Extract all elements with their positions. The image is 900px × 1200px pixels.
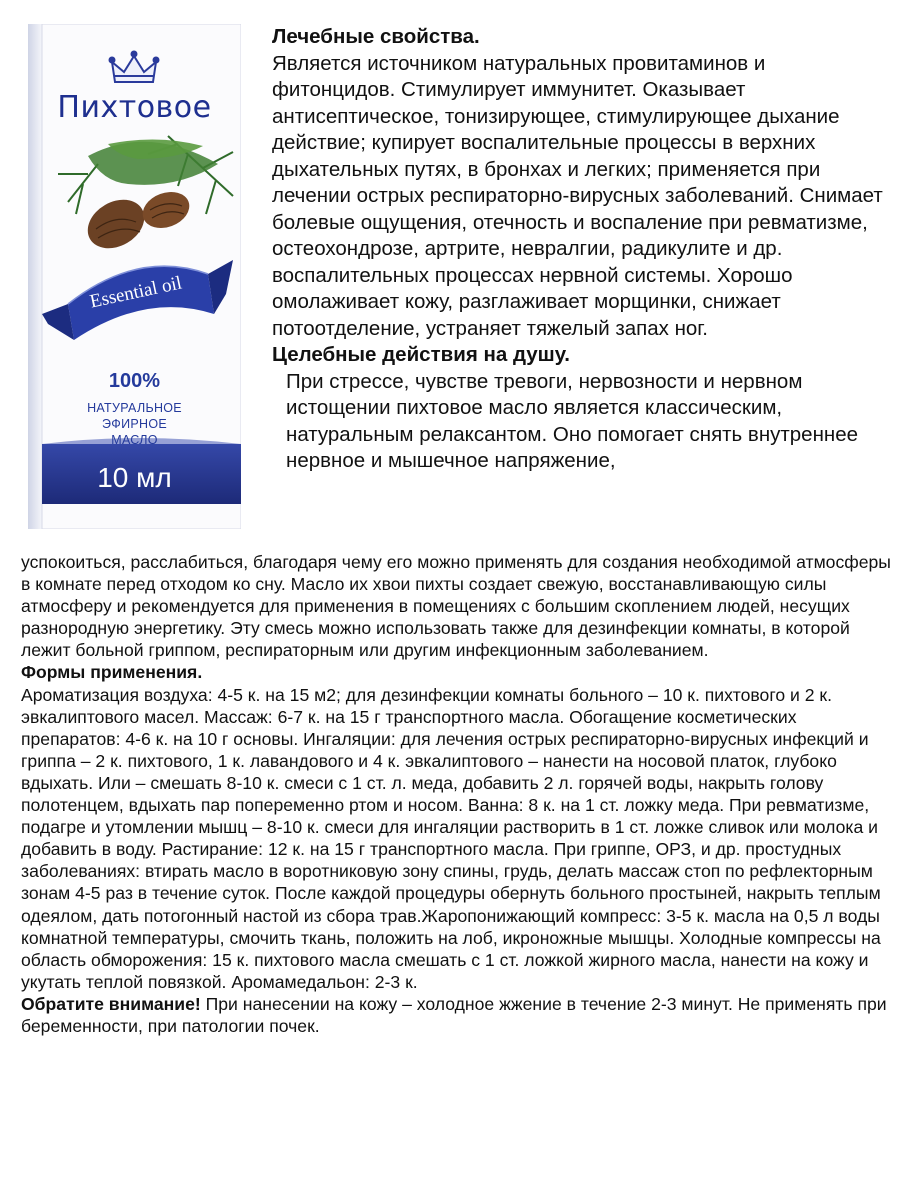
volume-label: 10 мл [97, 462, 172, 493]
forms-heading: Формы применения. [21, 662, 203, 683]
natural-line-1: НАТУРАЛЬНОЕ [87, 401, 182, 415]
ribbon-label: Essential oil [88, 272, 184, 313]
healing-text: Является источником натуральных провитаминов и фитонцидов. Стимулирует иммунитет. Оказывает антисептическое, тонизирующее, стимулирующее дыхание действие; купирует воспалительные процессы в верхних дыхательных путях, в бронхах и легких; применяется при лечении острых респираторно-вирусных заболеваний. Снимает болевые ощущения, отечность и воспаление при ревматизме, остеохондрозе, артрите, невралгии, радикулите и др. воспалительных процессах нервной системы. Хорошо омолаживает кожу, разглаживает морщинки, снижает потоотделение, устраняет тяжелый запах ног. [272, 51, 883, 340]
soul-text-top: При стрессе, чувстве тревоги, нервозности и нервном истощении пихтовое масло является классическим, натуральным релаксантом. Оно помогает снять внутреннее нервное и мышечное напряжение, [286, 369, 859, 472]
attention-label: Обратите внимание! [21, 993, 201, 1014]
attention-paragraph [21, 993, 893, 1037]
product-box [28, 24, 241, 529]
bottom-text-block [21, 551, 893, 1037]
product-name: Пихтовое [57, 90, 212, 125]
soul-heading: Целебные действия на душу. [272, 343, 571, 366]
natural-line-3: МАСЛО [111, 433, 158, 447]
attention-text: При нанесении на кожу – холодное жжение в течение 2-3 минут. Не применять при беременности, при патологии почек. [21, 993, 887, 1036]
soul-text-bottom: успокоиться, расслабиться, благодаря чему его можно применять для создания необходимой атмосферы в комнате перед отходом ко сну. Масло их хвои пихты создает свежую, восстанавливающую силы атмосферу и рекомендуется для применения в помещениях с большим скоплением людей, несущих разнородную энергетику. Эту смесь можно использовать также для дезинфекции комнаты, в которой лежит больной гриппом, респираторным или другим инфекционным заболеванием. [21, 552, 891, 661]
natural-line-2: ЭФИРНОЕ [102, 417, 167, 431]
healing-heading: Лечебные свойства. [272, 25, 480, 48]
natural-oil-label [28, 400, 241, 448]
percent-label: 100% [108, 370, 161, 392]
top-text-column [272, 24, 887, 475]
forms-text: Ароматизация воздуха: 4-5 к. на 15 м2; для дезинфекции комнаты больного – 10 к. пихтового и 2 к. эвкалиптового масел. Массаж: 6-7 к. на 15 г транспортного масла. Обогащение косметических препаратов: 4-6 к. на 10 г основы. Ингаляции: для лечения острых респираторно-вирусных инфекций и гриппа – 2 к. пихтового, 1 к. лавандового и 4 к. эвкалиптового – нанести на носовой платок, глубоко вдыхать. Или – смешать 8-10 к. смеси с 1 ст. л. меда, добавить 2 л. горячей воды, накрыть голову полотенцем, вдыхать пар попеременно ртом и носом. Ванна: 8 к. на 1 ст. ложку меда. При ревматизме, подагре и утомлении мышц – 8-10 к. смеси для ингаляции растворить в 1 ст. ложке сливок или молока и добавить в воду. Растирание: 12 к. на 15 г транспортного масла. При гриппе, ОРЗ, и др. простудных заболеваниях: втирать масло в воротниковую зону спины, грудь, делать массаж стоп по рефлекторным зонам 4-5 раз в течение суток. После каждой процедуры обернуть больного простыней, накрыть теплым одеялом, дать потогонный настой из сбора трав.Жаропонижающий компресс: 3-5 к. масла на 0,5 л воды комнатной температуры, смочить ткань, положить на лоб, икроножные мышцы. Холодные компрессы на область обморожения: 15 к. пихтового масла смешать с 1 ст. ложкой жирного масла, нанести на кожу и укутать теплой повязкой. Аромамедальон: 2-3 к. [21, 684, 881, 992]
